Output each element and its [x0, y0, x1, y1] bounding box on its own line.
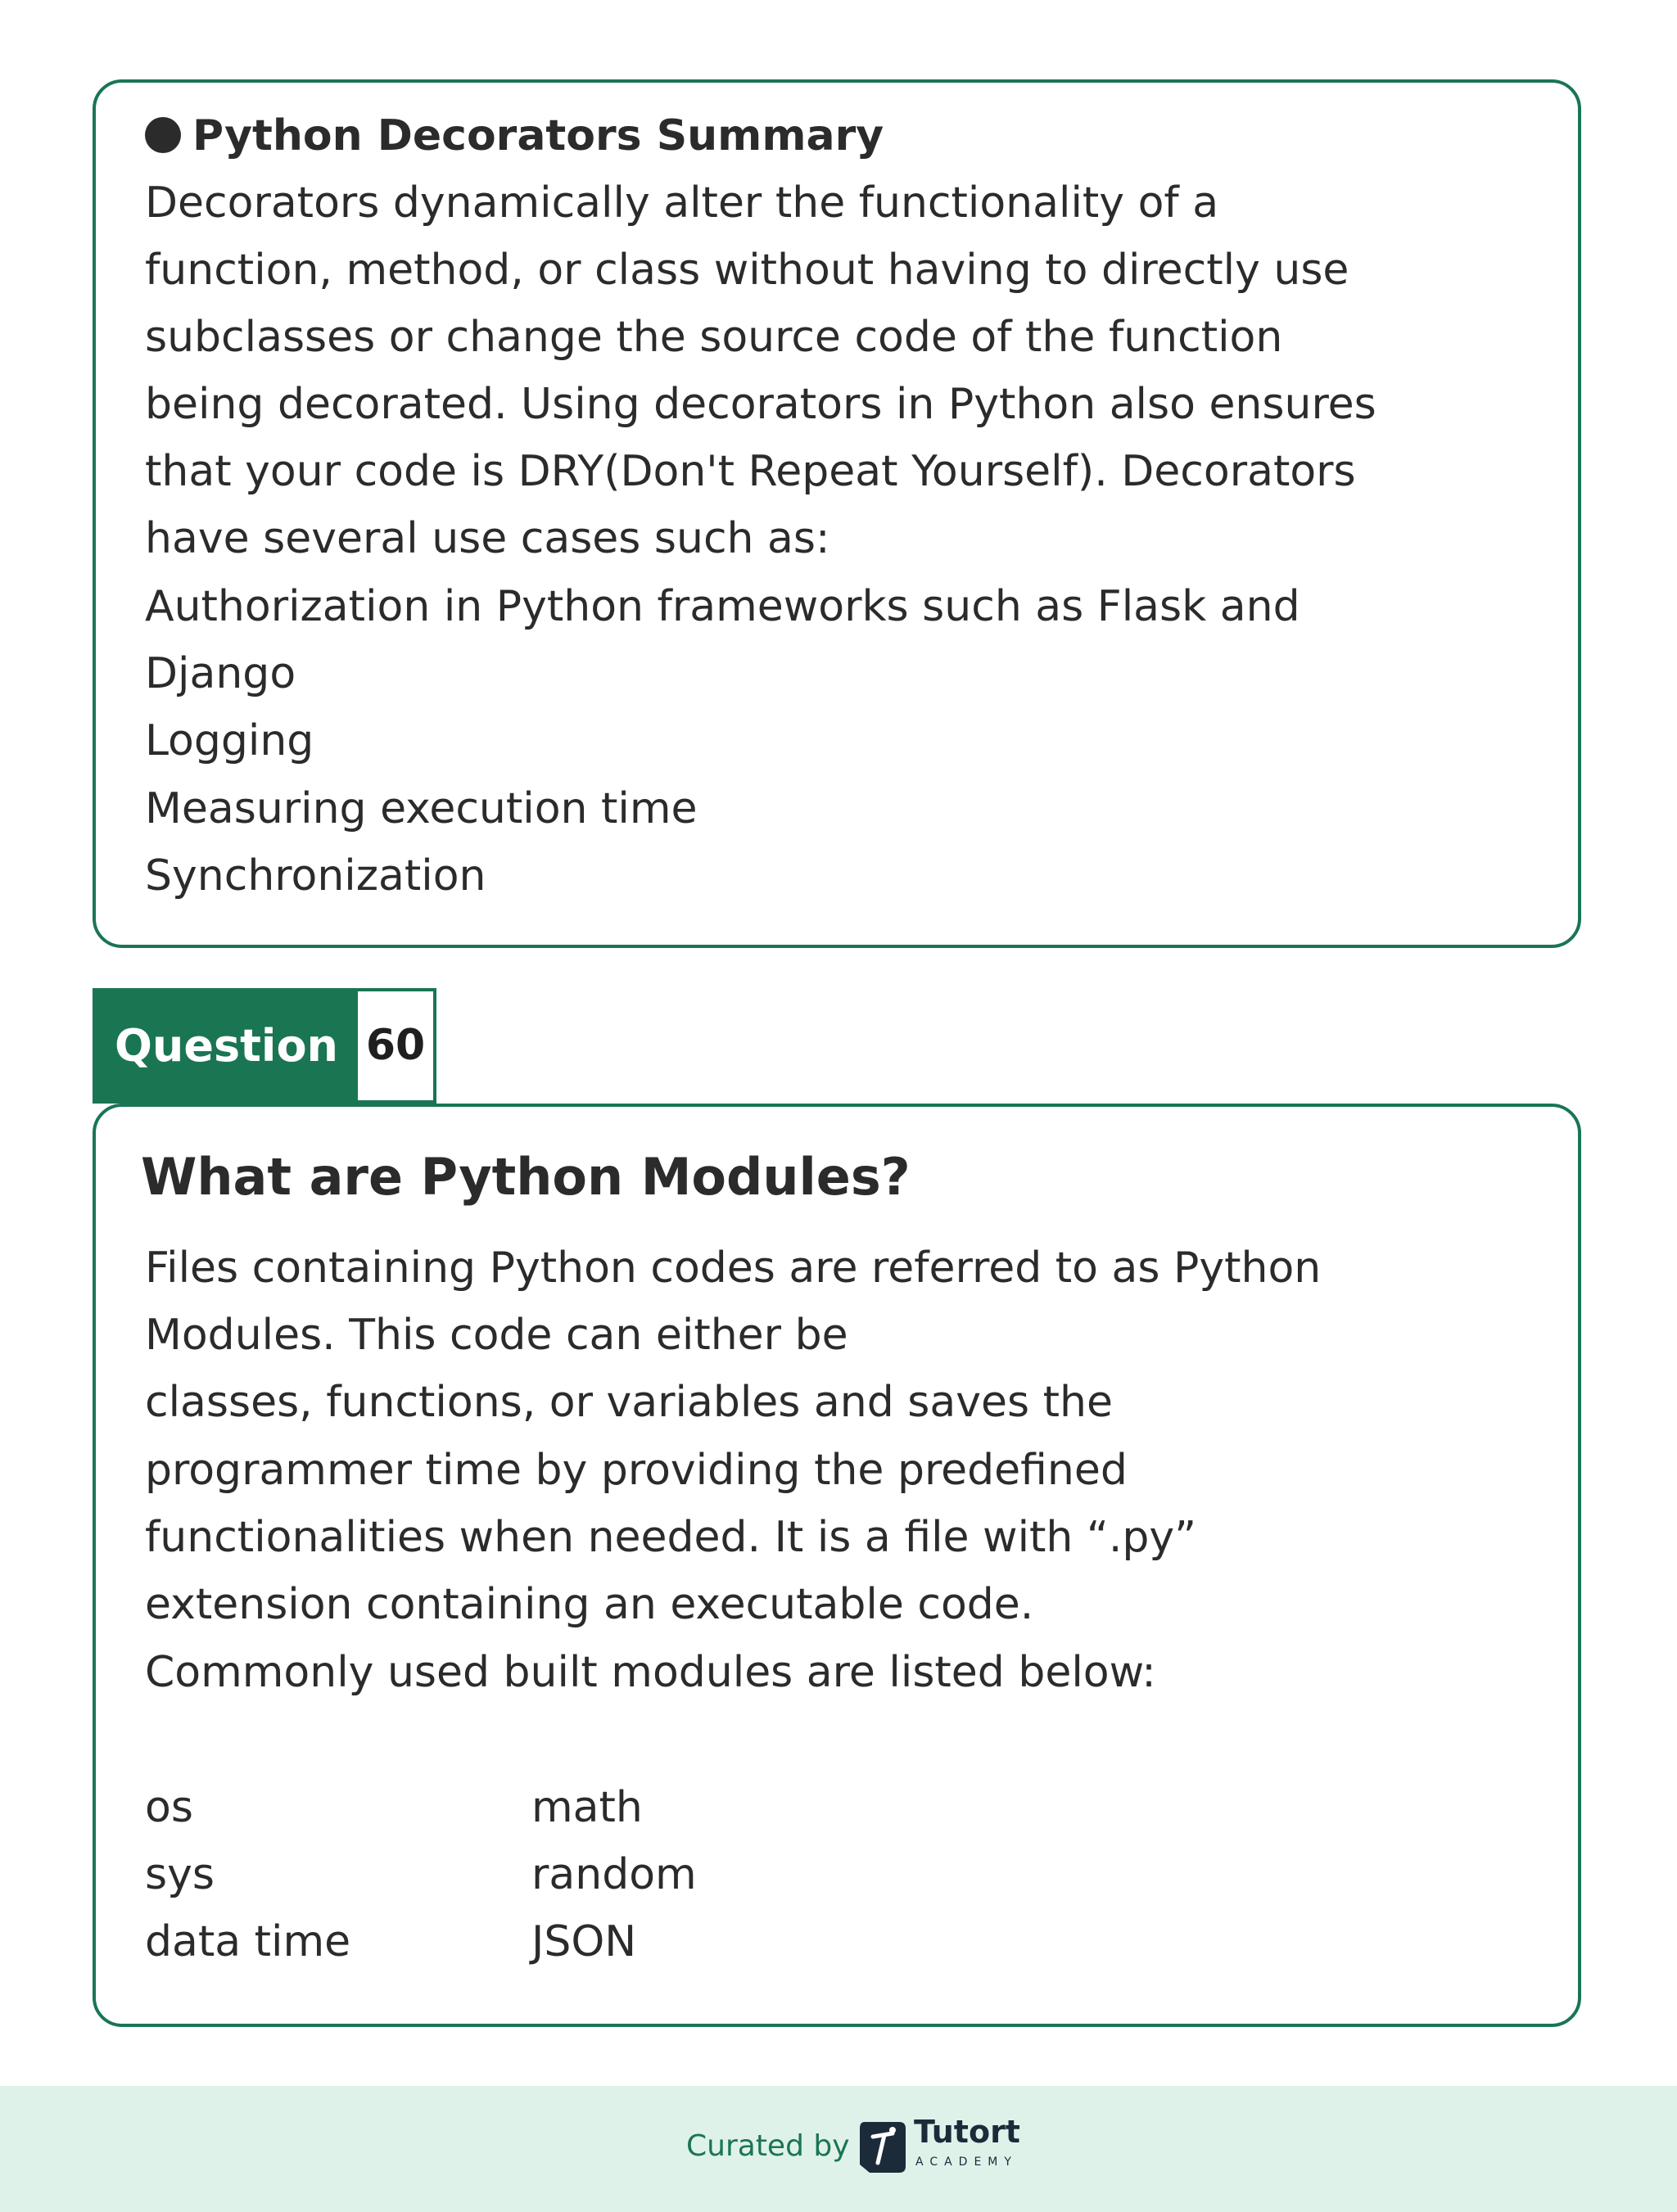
question-heading: What are Python Modules?: [141, 1147, 911, 1207]
summary-line: being decorated. Using decorators in Python also ensures: [145, 380, 1376, 429]
curated-by-text: Curated by: [686, 2129, 850, 2163]
answer-line: classes, functions, or variables and saves the: [145, 1378, 1113, 1427]
question-card: [93, 1104, 1581, 2027]
brand-subtitle: ACADEMY: [915, 2156, 1018, 2169]
question-label: Question: [93, 988, 355, 1104]
bullet-icon: [145, 117, 181, 153]
use-case-item: Logging: [145, 716, 314, 765]
answer-line: Files containing Python codes are referred to as Python: [145, 1244, 1322, 1293]
summary-line: function, method, or class without having to directly use: [145, 246, 1349, 295]
module-name: sys: [145, 1850, 215, 1899]
tutort-logo-icon: [857, 2119, 907, 2176]
module-name: random: [531, 1850, 697, 1899]
summary-line: have several use cases such as:: [145, 514, 830, 563]
summary-line: that your code is DRY(Don't Repeat Yourself). Decorators: [145, 447, 1356, 496]
answer-line: Modules. This code can either be: [145, 1311, 848, 1360]
decorators-summary-card: [93, 79, 1581, 948]
answer-line: functionalities when needed. It is a file with “.py”: [145, 1513, 1197, 1562]
module-name: math: [531, 1783, 643, 1832]
module-name: os: [145, 1783, 193, 1832]
module-name: data time: [145, 1917, 351, 1966]
question-tab: [93, 988, 436, 1104]
brand-name: Tutort: [914, 2114, 1020, 2150]
footer: [0, 2086, 1677, 2212]
summary-line: Decorators dynamically alter the functionality of a: [145, 178, 1219, 228]
use-case-item: Authorization in Python frameworks such as Flask and: [145, 582, 1300, 631]
use-case-item: Measuring execution time: [145, 784, 698, 833]
answer-line: extension containing an executable code.: [145, 1580, 1034, 1629]
answer-line: programmer time by providing the predefined: [145, 1446, 1128, 1495]
module-name: JSON: [531, 1917, 637, 1966]
answer-line: Commonly used built modules are listed below:: [145, 1648, 1156, 1697]
summary-title: Python Decorators Summary: [192, 111, 884, 160]
summary-title-row: [145, 111, 884, 160]
use-case-item: Synchronization: [145, 851, 486, 901]
summary-line: subclasses or change the source code of the function: [145, 313, 1283, 362]
use-case-item: Django: [145, 649, 296, 698]
question-number: 60: [355, 988, 436, 1104]
